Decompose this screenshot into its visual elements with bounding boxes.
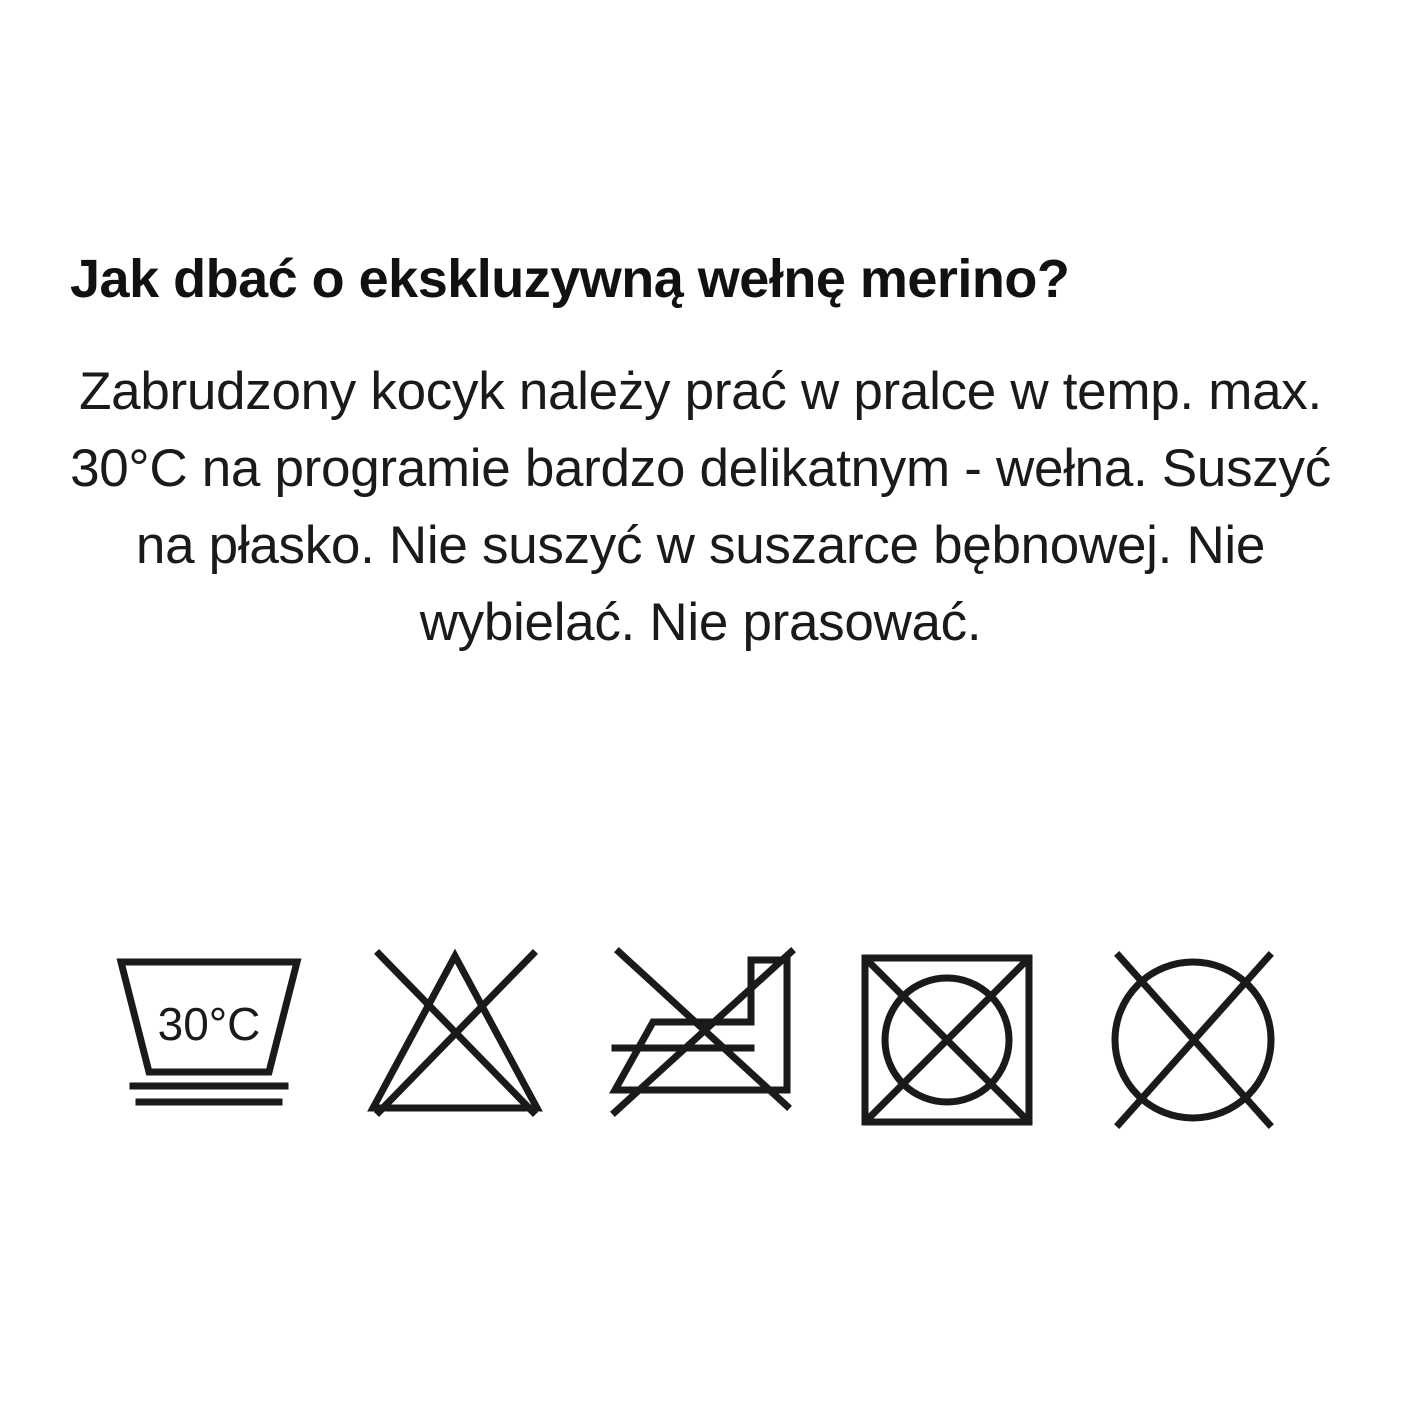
care-symbol-row bbox=[0, 940, 1401, 1140]
text-block bbox=[0, 248, 1401, 661]
care-symbol-no-bleach bbox=[355, 940, 555, 1140]
care-symbol-no-dry-clean bbox=[1093, 940, 1293, 1140]
no-dry-clean-circle-icon bbox=[1093, 940, 1293, 1140]
page-title: Jak dbać o ekskluzywną wełnę merino? bbox=[70, 249, 1070, 309]
no-professional-cleaning-icon bbox=[847, 940, 1047, 1140]
no-bleach-triangle-icon bbox=[355, 940, 555, 1140]
care-symbol-wash-30 bbox=[109, 940, 309, 1140]
care-symbol-no-tumble-dry bbox=[847, 940, 1047, 1140]
washtub-30c-icon bbox=[109, 940, 309, 1140]
no-iron-icon bbox=[601, 940, 801, 1140]
wash-temperature-label: 30°C bbox=[157, 998, 260, 1050]
care-symbol-no-iron bbox=[601, 940, 801, 1140]
care-description: Zabrudzony kocyk należy prać w pralce w temp. max. 30°C na programie bardzo delikatnym - wełna. Suszyć na płasko. Nie suszyć w suszarce bębnowej. Nie wybielać. Nie prasować. bbox=[70, 362, 1331, 652]
